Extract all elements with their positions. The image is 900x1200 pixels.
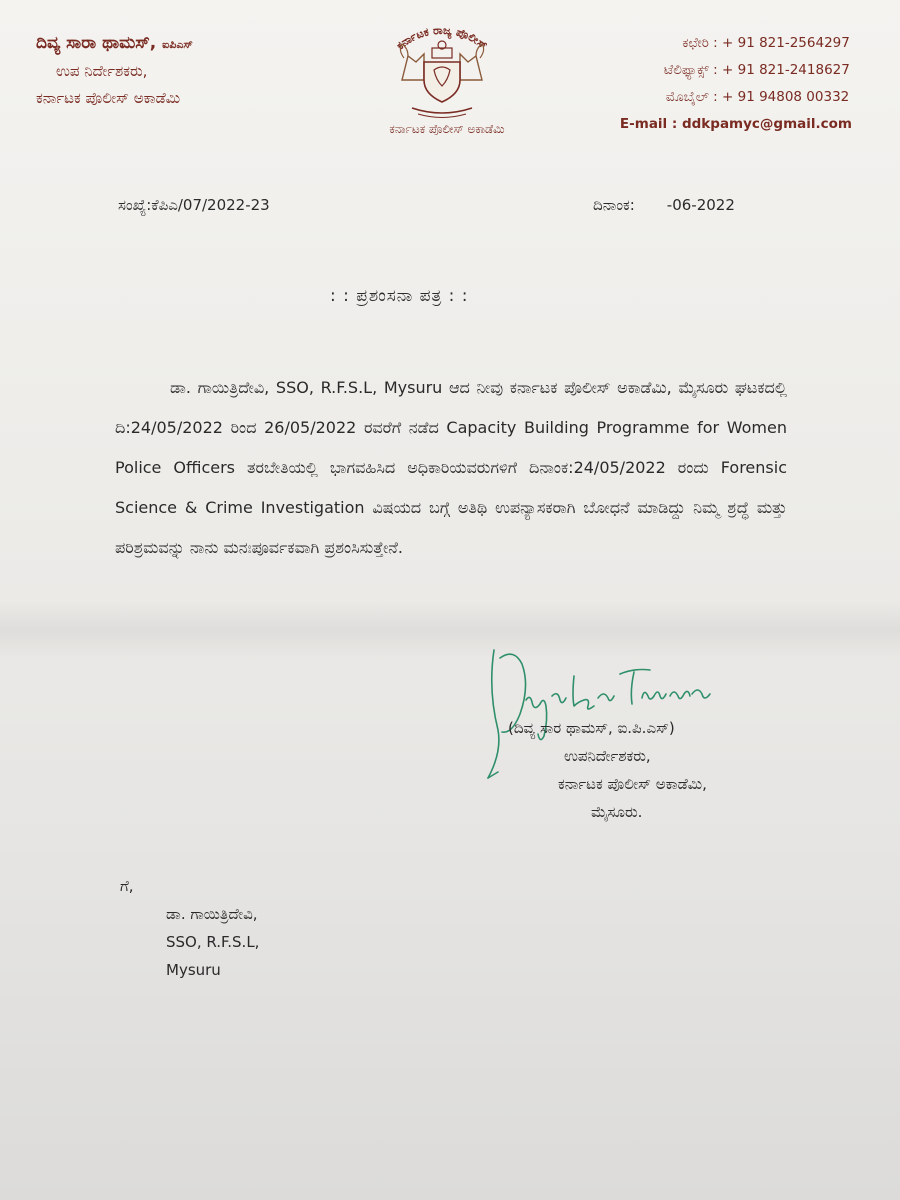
contact-label: ಕಛೇರಿ : xyxy=(682,35,718,51)
contact-office xyxy=(600,30,870,57)
signatory-office: ಕರ್ನಾಟಕ ಪೊಲೀಸ್ ಅಕಾಡೆಮಿ, xyxy=(558,775,707,793)
recipient-name: ಡಾ. ಗಾಯಿತ್ರಿದೇವಿ, xyxy=(166,905,258,923)
contact-telefax xyxy=(600,57,870,84)
sender-office: ಕರ್ನಾಟಕ ಪೊಲೀಸ್ ಅಕಾಡೆಮಿ xyxy=(36,89,181,107)
body-paragraph: ಡಾ. ಗಾಯಿತ್ರಿದೇವಿ, SSO, R.F.S.L, Mysuru ಆದ ನೀವು ಕರ್ನಾಟಕ ಪೊಲೀಸ್ ಅಕಾಡೆಮಿ, ಮೈಸೂರು ಘಟಕದಲ್ಲಿ ದಿ:24/05/2022 ರಿಂದ 26/05/2022 ರವರೆಗೆ ನಡೆದ Capacity Building Programme for Women Police Officers ತರಬೇತಿಯಲ್ಲಿ ಭಾಗವಹಿಸಿದ ಅಧಿಕಾರಿಯವರುಗಳಿಗೆ ದಿನಾಂಕ:24/05/2022 ರಂದು Forensic Science & Crime Investigation ವಿಷಯದ ಬಗ್ಗೆ ಅತಿಥಿ ಉಪನ್ಯಾಸಕರಾಗಿ ಬೋಧನೆ ಮಾಡಿದ್ದು ನಿಮ್ಮ ಶ್ರದ್ಧೆ ಮತ್ತು ಪರಿಶ್ರಮವನ್ನು ನಾನು ಮನಃಪೂರ್ವಕವಾಗಿ ಪ್ರಶಂಸಿಸುತ್ತೇನೆ. xyxy=(115,378,787,557)
paper-fold-shadow xyxy=(0,600,900,660)
date-line xyxy=(593,196,735,214)
sender-designation: ಉಪ ನಿರ್ದೇಶಕರು, xyxy=(56,62,148,80)
recipient-to-label: ಗೆ, xyxy=(120,877,134,895)
recipient-city: Mysuru xyxy=(166,961,221,979)
date-label: ದಿನಾಂಕ: xyxy=(593,196,635,214)
signatory-name: (ದಿವ್ಯ ಸಾರ ಥಾಮಸ್, ಐ.ಪಿ.ಎಸ್) xyxy=(508,719,675,737)
emblem-caption: ಕರ್ನಾಟಕ ಪೊಲೀಸ್ ಅಕಾಡೆಮಿ xyxy=(389,122,505,136)
reference-number: ಸಂಖ್ಯೆ:ಕೆಪಿಎ/07/2022-23 xyxy=(118,196,270,214)
letterhead-contacts xyxy=(600,30,870,138)
letter-subject: : : ಪ್ರಶಂಸನಾ ಪತ್ರ : : xyxy=(330,286,469,306)
date-value: -06-2022 xyxy=(666,196,735,214)
contact-label: ಮೊಬೈಲ್ : xyxy=(665,89,718,105)
sender-name xyxy=(36,30,193,58)
signatory-designation: ಉಪನಿರ್ದೇಶಕರು, xyxy=(564,747,651,765)
sender-name-suffix: ಐಪಿಎಸ್ xyxy=(162,38,193,51)
contact-label: ಟೆಲಿಫ್ಯಾಕ್ಸ್ : xyxy=(663,62,718,78)
contact-email: E-mail : ddkpamyc@gmail.com xyxy=(619,116,852,132)
letter-body xyxy=(115,368,787,568)
contact-value: + 91 821-2418627 xyxy=(722,62,850,78)
recipient-post: SSO, R.F.S.L, xyxy=(166,933,260,951)
sender-name-text: ದಿವ್ಯ ಸಾರಾ ಥಾಮಸ್, xyxy=(36,33,157,53)
letterhead-sender xyxy=(36,30,193,112)
contact-value: + 91 821-2564297 xyxy=(722,35,850,51)
contact-mobile xyxy=(600,84,870,111)
contact-value: + 91 94808 00332 xyxy=(722,89,850,105)
recipient-block xyxy=(120,872,259,984)
emblem-icon xyxy=(352,18,532,128)
signatory-city: ಮೈಸೂರು. xyxy=(591,803,643,821)
emblem-arc-text: ಕರ್ನಾಟಕ ರಾಜ್ಯ ಪೊಲೀಸ್ xyxy=(394,23,490,53)
signature-block xyxy=(508,714,707,826)
